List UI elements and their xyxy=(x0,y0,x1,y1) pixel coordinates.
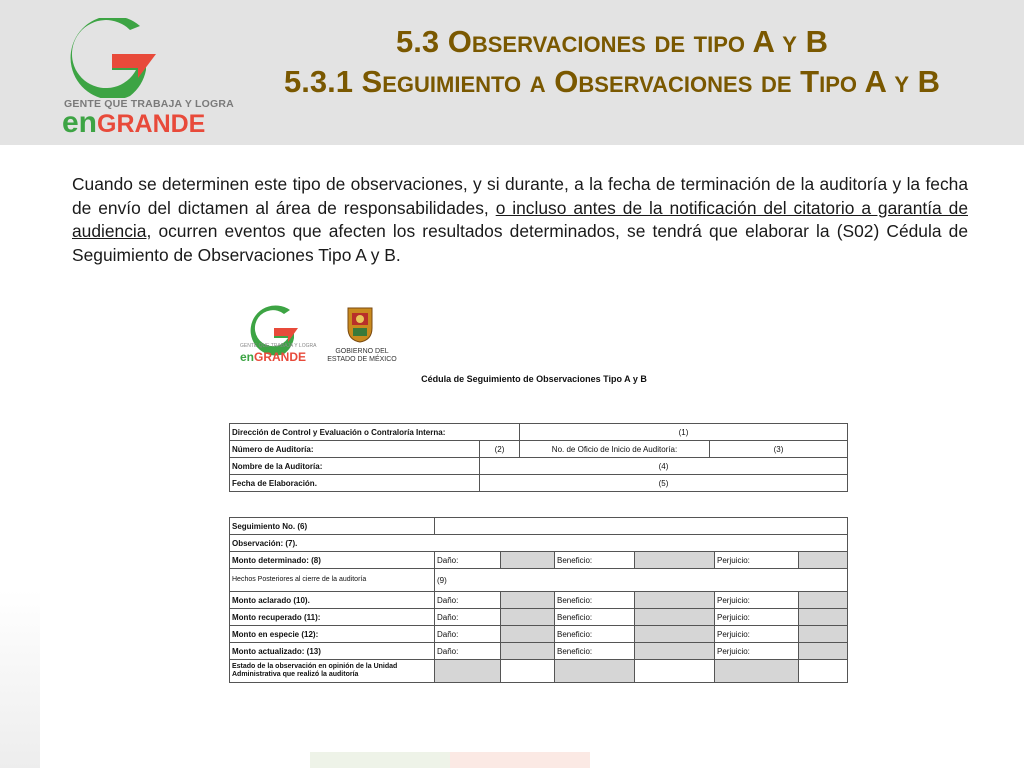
cell-shaded xyxy=(799,643,848,660)
table-row xyxy=(230,518,848,535)
cell-shaded xyxy=(635,626,715,643)
cell-shaded xyxy=(501,592,555,609)
table-row xyxy=(230,441,848,458)
seguimiento-value: (6) xyxy=(297,521,308,531)
audit-info-table xyxy=(229,423,848,492)
cell-shaded xyxy=(715,660,799,683)
cell-monto-recuperado: Monto recuperado (11): xyxy=(230,609,435,626)
cell-value-5: (5) xyxy=(480,475,848,492)
table-row xyxy=(230,660,848,683)
cell-label-direccion: Dirección de Control y Evaluación o Contraloría Interna: xyxy=(230,424,520,441)
cell-value-3: (3) xyxy=(710,441,848,458)
cell-perjuicio: Perjuicio: xyxy=(715,592,799,609)
gov-line-2: ESTADO DE MÉXICO xyxy=(327,356,397,363)
logo-word-grande: GRANDE xyxy=(97,110,206,138)
cell-empty xyxy=(799,660,848,683)
gov-line-1: GOBIERNO DEL xyxy=(335,348,389,355)
table-row xyxy=(230,535,848,552)
table-row xyxy=(230,552,848,569)
cell-observacion: Observación: (7). xyxy=(230,535,848,552)
intro-part-2: , ocurren eventos que afecten los resultados determinados, se tendrá que elaborar la (S02) Cédula de Seguimiento de Observaciones Tipo A y B. xyxy=(72,221,968,265)
table-row xyxy=(230,609,848,626)
form-title: Cédula de Seguimiento de Observaciones Tipo A y B xyxy=(421,374,647,384)
cell-perjuicio: Perjuicio: xyxy=(715,643,799,660)
cell-shaded xyxy=(799,552,848,569)
cell-shaded xyxy=(799,626,848,643)
cell-monto-aclarado: Monto aclarado (10). xyxy=(230,592,435,609)
cell-dano: Daño: xyxy=(435,626,501,643)
cell-hechos-value: (9) xyxy=(435,569,848,592)
cell-perjuicio: Perjuicio: xyxy=(715,609,799,626)
table-row xyxy=(230,458,848,475)
form-image xyxy=(204,296,864,716)
cell-dano: Daño: xyxy=(435,643,501,660)
logo-tagline: GENTE QUE TRABAJA Y LOGRA xyxy=(64,98,234,110)
cell-label-oficio: No. de Oficio de Inicio de Auditoría: xyxy=(520,441,710,458)
state-crest-icon xyxy=(340,304,380,344)
cell-shaded xyxy=(635,609,715,626)
form-logo-tagline: GENTE QUE TRABAJA Y LOGRA xyxy=(240,343,317,349)
table-row xyxy=(230,569,848,592)
cell-monto-actualizado: Monto actualizado: (13) xyxy=(230,643,435,660)
cell-empty xyxy=(635,660,715,683)
cell-shaded xyxy=(635,592,715,609)
logo-wordmark xyxy=(62,108,205,139)
cell-label-numero: Número de Auditoría: xyxy=(230,441,480,458)
cell-empty xyxy=(435,518,848,535)
table-row xyxy=(230,592,848,609)
cell-beneficio: Beneficio: xyxy=(555,626,635,643)
cell-monto-especie: Monto en especie (12): xyxy=(230,626,435,643)
form-logo-wordmark xyxy=(240,350,306,364)
intro-part-1: Cuando se determinen este tipo de observaciones, y si durante, a la fecha de terminación de la auditoría y la fecha de envío del dictamen al área de responsabilidades, xyxy=(72,174,968,218)
seguimiento-table xyxy=(229,517,848,683)
title-line-2: 5.3.1 Seguimiento a Observaciones de Tipo A y B xyxy=(283,64,940,99)
cell-shaded xyxy=(799,592,848,609)
cell-value-2: (2) xyxy=(480,441,520,458)
cell-shaded xyxy=(501,626,555,643)
cell-label-nombre: Nombre de la Auditoría: xyxy=(230,458,480,475)
cell-dano: Daño: xyxy=(435,552,501,569)
gov-label xyxy=(322,348,402,364)
intro-underlined: o incluso antes de la notificación del citatorio a garantía de audiencia xyxy=(72,197,968,241)
cell-estado: Estado de la observación en opinión de la Unidad Administrativa que realizó la auditoría xyxy=(230,660,435,683)
cell-label-fecha: Fecha de Elaboración. xyxy=(230,475,480,492)
cell-perjuicio: Perjuicio: xyxy=(715,552,799,569)
cell-monto-determinado: Monto determinado: (8) xyxy=(230,552,435,569)
cell-seguimiento-label xyxy=(230,518,435,535)
table-row xyxy=(230,626,848,643)
decorative-gradient xyxy=(0,590,40,768)
cell-value-1: (1) xyxy=(520,424,848,441)
table-row xyxy=(230,643,848,660)
table-row xyxy=(230,424,848,441)
slide-title xyxy=(222,22,1002,102)
cell-beneficio: Beneficio: xyxy=(555,643,635,660)
cell-shaded xyxy=(435,660,501,683)
decorative-strip-red xyxy=(450,752,590,768)
gente-que-trabaja-logo xyxy=(60,18,234,139)
title-line-1: 5.3 Observaciones de tipo A y B xyxy=(396,24,828,59)
intro-paragraph xyxy=(72,173,968,267)
cell-perjuicio: Perjuicio: xyxy=(715,626,799,643)
form-logo-en: en xyxy=(240,350,255,364)
cell-shaded xyxy=(501,552,555,569)
cell-shaded xyxy=(555,660,635,683)
cell-dano: Daño: xyxy=(435,609,501,626)
cell-shaded xyxy=(635,552,715,569)
decorative-strip-green xyxy=(310,752,450,768)
form-logo-grande: GRANDE xyxy=(254,350,307,364)
g-logo-icon xyxy=(60,18,170,98)
seguimiento-label: Seguimiento No. xyxy=(232,521,296,531)
cell-dano: Daño: xyxy=(435,592,501,609)
cell-beneficio: Beneficio: xyxy=(555,552,635,569)
cell-hechos: Hechos Posteriores al cierre de la auditoría xyxy=(230,569,435,592)
cell-value-4: (4) xyxy=(480,458,848,475)
table-row xyxy=(230,475,848,492)
cell-shaded xyxy=(501,609,555,626)
cell-shaded xyxy=(799,609,848,626)
cell-shaded xyxy=(635,643,715,660)
cell-shaded xyxy=(501,643,555,660)
cell-empty xyxy=(501,660,555,683)
cell-beneficio: Beneficio: xyxy=(555,609,635,626)
logo-word-en: en xyxy=(62,106,98,139)
cell-beneficio: Beneficio: xyxy=(555,592,635,609)
slide-header xyxy=(0,0,1024,145)
